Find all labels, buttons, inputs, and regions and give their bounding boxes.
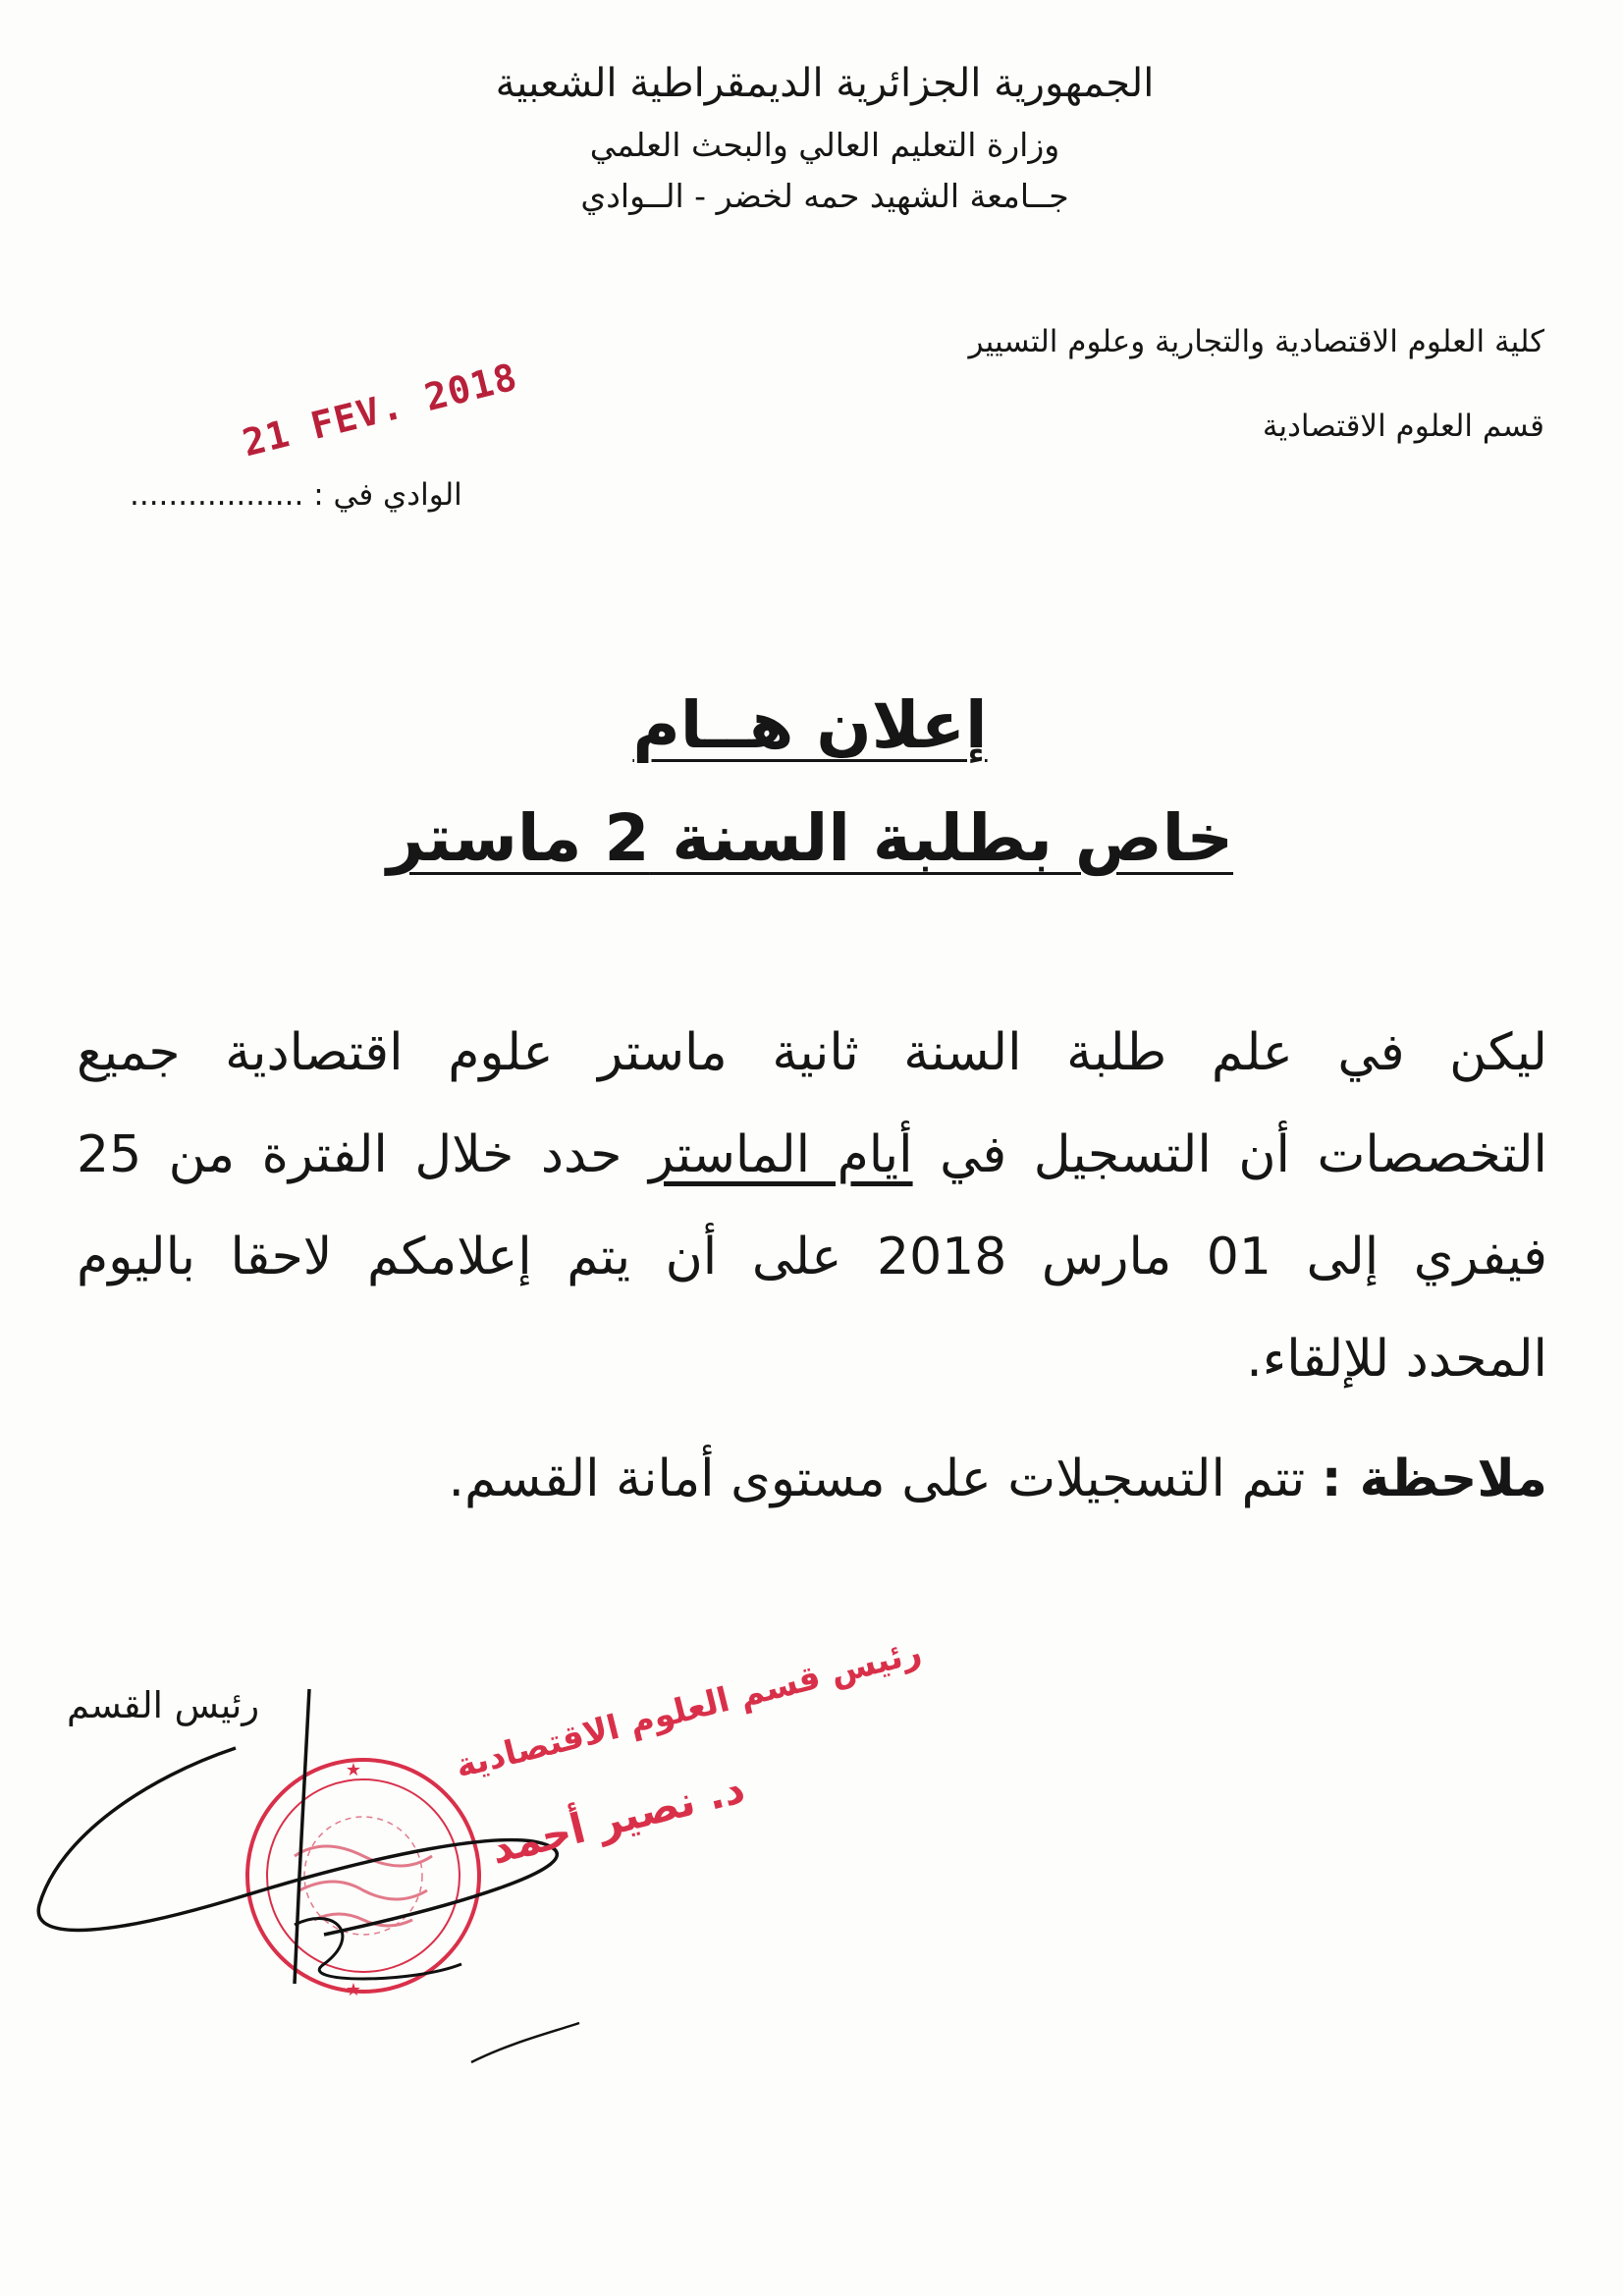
date-stamp: 21 FEV. 2018 xyxy=(238,355,522,465)
note-text: تتم التسجيلات على مستوى أمانة القسم. xyxy=(448,1449,1306,1508)
header-ministry: وزارة التعليم العالي والبحث العلمي xyxy=(589,126,1060,164)
stamp-title: رئيس قسم العلوم الاقتصادية xyxy=(452,1632,926,1786)
body-line-2 xyxy=(77,1104,1547,1206)
body-line-4: المحدد للإلقاء. xyxy=(1246,1330,1547,1389)
faculty-name: كلية العلوم الاقتصادية والتجارية وعلوم التسيير xyxy=(968,324,1544,359)
header-university: جــامعة الشهيد حمه لخضر - الــوادي xyxy=(580,177,1069,215)
body-line-2-start: التخصصات أن التسجيل في xyxy=(940,1125,1548,1184)
department-name: قسم العلوم الاقتصادية xyxy=(1262,409,1544,444)
svg-text:★: ★ xyxy=(345,1980,362,2000)
announcement-subtitle: خاص بطلبة السنة 2 ماستر xyxy=(386,800,1234,876)
svg-text:★: ★ xyxy=(345,1760,362,1780)
official-seal-icon xyxy=(247,1760,479,2000)
stamp-name: د. نصير أحمد xyxy=(486,1764,750,1874)
body-line-1: ليكن في علم طلبة السنة ثانية ماستر علوم اقتصادية جميع xyxy=(77,1023,1547,1082)
place-date-line: الوادي في : .................. xyxy=(130,477,462,513)
body-line-3: فيفري إلى 01 مارس 2018 على أن يتم إعلامكم لاحقا باليوم xyxy=(77,1228,1548,1286)
note-label: ملاحظة : xyxy=(1321,1449,1547,1508)
announcement-title: إعلان هــام xyxy=(632,687,988,763)
body-line-2-end: حدد خلال الفترة من 25 xyxy=(77,1125,622,1184)
body-underlined-phrase: أيام الماستر xyxy=(648,1125,913,1184)
note xyxy=(448,1449,1547,1508)
announcement-body xyxy=(77,1002,1547,1410)
signature-role: رئيس القسم xyxy=(67,1684,260,1726)
header-republic: الجمهورية الجزائرية الديمقراطية الشعبية xyxy=(495,61,1155,106)
